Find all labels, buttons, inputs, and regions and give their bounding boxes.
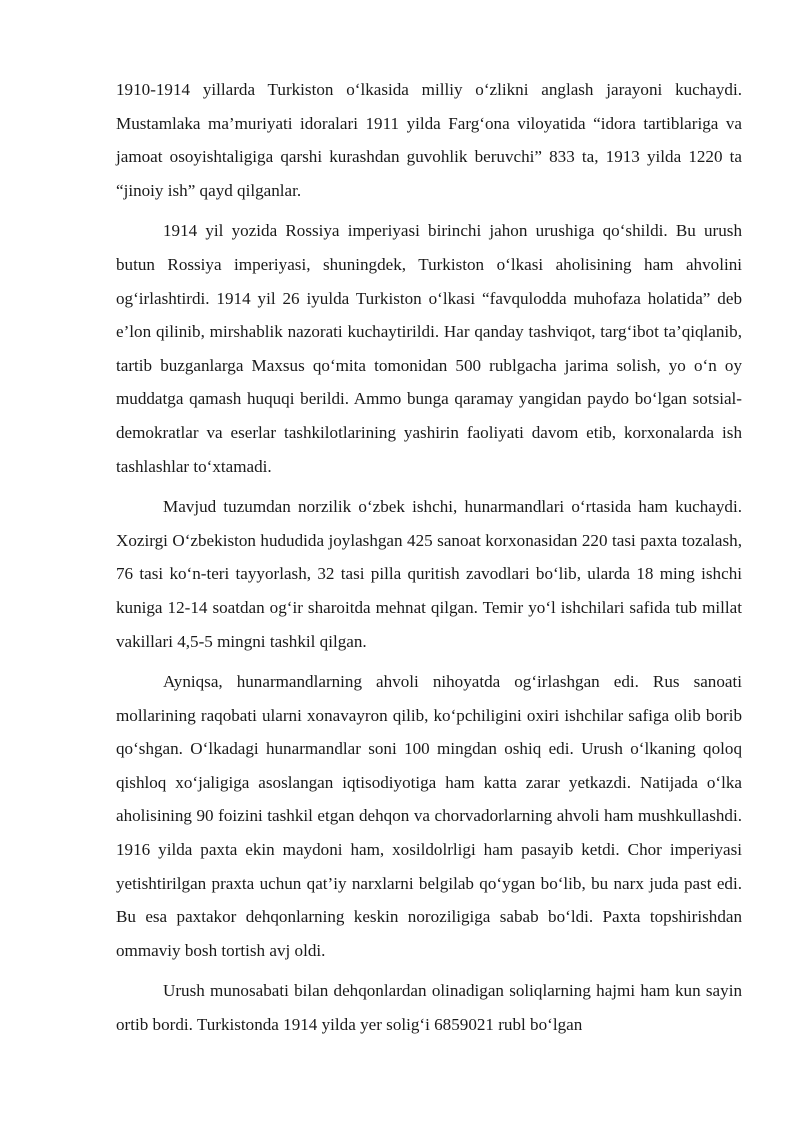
paragraph-4: Ayniqsa, hunarmandlarning ahvoli nihoyatda og‘irlashgan edi. Rus sanoati mollarining raqobati ularni xonavayron qilib, ko‘pchiligini oxiri ishchilar safiga olib borib qo‘shgan. O‘lkadagi hunarmandlar soni 100 mingdan oshiq edi. Urush o‘lkaning qoloq qishloq xo‘jaligiga asoslangan iqtisodiyotiga ham katta zarar yetkazdi. Natijada o‘lka aholisining 90 foizini tashkil etgan dehqon va chorvadorlarning ahvoli ham mushkullashdi. 1916 yilda paxta ekin maydoni ham, xosildolrligi ham pasayib ketdi. Chor imperiyasi yetishtirilgan praxta uchun qat’iy narxlarni belgilab qo‘ygan bo‘lib, bu narx juda past edi. Bu esa paxtakor dehqonlarning keskin noroziligiga sabab bo‘ldi. Paxta topshirishdan ommaviy bosh tortish avj oldi. [116,672,742,960]
paragraph-3: Mavjud tuzumdan norzilik o‘zbek ishchi, hunarmandlari o‘rtasida ham kuchaydi. Xozirgi O‘zbekiston hududida joylashgan 425 sanoat korxonasidan 220 tasi paxta tozalash, 76 tasi ko‘n-teri tayyorlash, 32 tasi pilla quritish zavodlari bo‘lib, ularda 18 ming ishchi kuniga 12-14 soatdan og‘ir sharoitda mehnat qilgan. Temir yo‘l ishchilari safida tub millat vakillari 4,5-5 mingni tashkil qilgan. [116,497,742,651]
document-body [116,73,742,1049]
paragraph-2: 1914 yil yozida Rossiya imperiyasi birinchi jahon urushiga qo‘shildi. Bu urush butun Rossiya imperiyasi, shuningdek, Turkiston o‘lkasi aholisining ham ahvolini og‘irlashtirdi. 1914 yil 26 iyulda Turkiston o‘lkasi “favqulodda muhofaza holatida” deb e’lon qilinib, mirshablik nazorati kuchaytirildi. Har qanday tashviqot, targ‘ibot ta’qiqlanib, tartib buzganlarga Maxsus qo‘mita tomonidan 500 rublgacha jarima solish, yo o‘n oy muddatga qamash huquqi berildi. Ammo bunga qaramay yangidan paydo bo‘lgan sotsial-demokratlar va eserlar tashkilotlarining yashirin faoliyati davom etib, korxonalarda ish tashlashlar to‘xtamadi. [116,221,742,476]
paragraph-5: Urush munosabati bilan dehqonlardan olinadigan soliqlarning hajmi ham kun sayin ortib bordi. Turkistonda 1914 yilda yer solig‘i 6859021 rubl bo‘lgan [116,981,742,1035]
paragraph-1: 1910-1914 yillarda Turkiston o‘lkasida milliy o‘zlikni anglash jarayoni kuchaydi. Mustamlaka ma’muriyati idoralari 1911 yilda Farg‘ona viloyatida “idora tartiblariga va jamoat osoyishtaligiga qarshi kurashdan guvohlik beruvchi” 833 ta, 1913 yilda 1220 ta “jinoiy ish” qayd qilganlar. [116,80,742,200]
